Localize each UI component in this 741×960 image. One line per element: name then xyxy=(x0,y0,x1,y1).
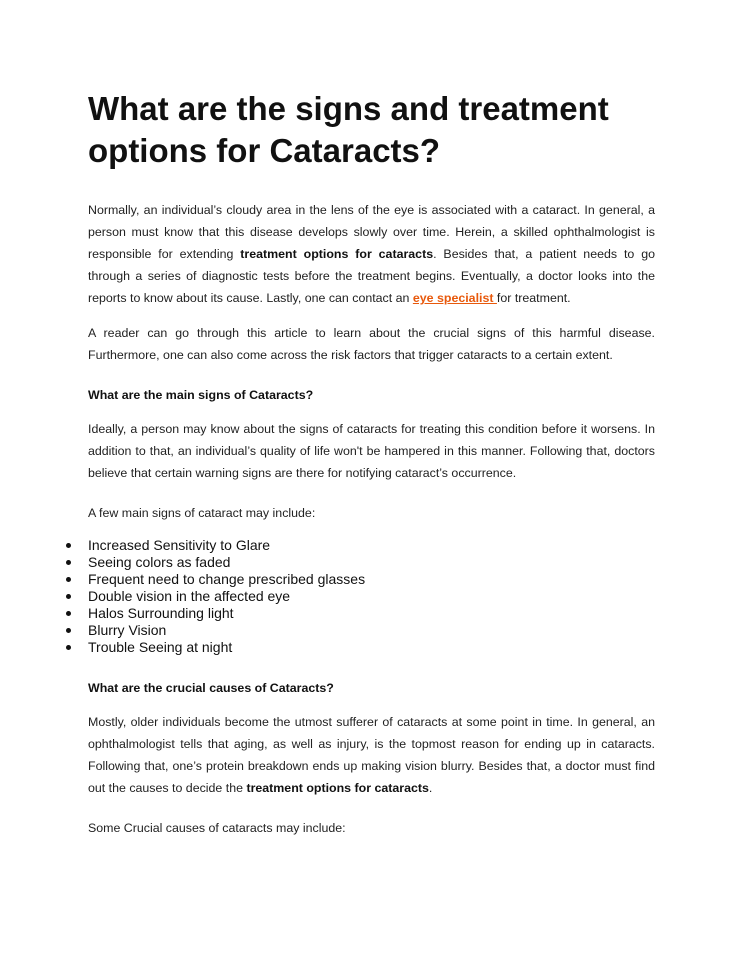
bullet-icon xyxy=(66,577,71,582)
causes-bold-treatment-options: treatment options for cataracts xyxy=(246,781,429,795)
list-item xyxy=(88,537,365,554)
bullet-icon xyxy=(66,594,71,599)
list-item xyxy=(88,571,365,588)
bullet-icon xyxy=(66,611,71,616)
reader-paragraph: A reader can go through this article to learn about the crucial signs of this harmful disease. Furthermore, one can also come across the risk factors that trigger cataracts to a certain extent. xyxy=(88,326,655,362)
signs-list-intro: A few main signs of cataract may include: xyxy=(88,506,316,520)
list-item-text: Trouble Seeing at night xyxy=(88,639,233,655)
signs-heading: What are the main signs of Cataracts? xyxy=(88,388,314,402)
intro-bold-treatment-options: treatment options for cataracts xyxy=(240,247,434,261)
intro-text-1: Normally, an individual’s cloudy area in the lens of the eye is associated with a cataract. In general, a person must know that this disease develops slowly over time. Herein, a skilled ophthalmologist is responsible for extending xyxy=(88,203,655,261)
intro-text-2: . Besides that, a patient needs to go through a series of diagnostic tests before the treatment begins. Eventually, a doctor looks into the reports to know about its cause. Lastly, one can contact an xyxy=(88,247,655,305)
bullet-icon xyxy=(66,645,71,650)
list-item-text: Double vision in the affected eye xyxy=(88,588,291,604)
bullet-icon xyxy=(66,628,71,633)
bullet-icon xyxy=(66,543,71,548)
eye-specialist-link[interactable]: eye specialist xyxy=(412,291,497,305)
list-item-text: Increased Sensitivity to Glare xyxy=(88,537,271,553)
causes-list-intro: Some Crucial causes of cataracts may include: xyxy=(88,821,346,835)
signs-paragraph: Ideally, a person may know about the signs of cataracts for treating this condition before it worsens. In addition to that, an individual’s quality of life won't be hampered in this manner. Following that, doctors believe that certain warning signs are there for notifying cataract’s occurrence. xyxy=(88,422,655,480)
signs-list xyxy=(88,537,365,656)
list-item-text: Seeing colors as faded xyxy=(88,554,231,570)
page-title: What are the signs and treatment options for Cataracts? xyxy=(88,90,609,169)
list-item xyxy=(88,605,365,622)
list-item-text: Blurry Vision xyxy=(88,622,167,638)
list-item xyxy=(88,639,365,656)
list-item xyxy=(88,554,365,571)
list-item-text: Frequent need to change prescribed glasses xyxy=(88,571,366,587)
bullet-icon xyxy=(66,560,71,565)
intro-text-3: for treatment. xyxy=(496,291,571,305)
intro-paragraph xyxy=(88,199,655,309)
causes-heading: What are the crucial causes of Cataracts? xyxy=(88,681,334,695)
causes-paragraph xyxy=(88,711,655,799)
list-item xyxy=(88,588,365,605)
list-item xyxy=(88,622,365,639)
causes-text-1: Mostly, older individuals become the utmost sufferer of cataracts at some point in time. In general, an ophthalmologist tells that aging, as well as injury, is the topmost reason for ending up in cataracts. Following that, one’s protein breakdown ends up making vision blurry. Besides that, a doctor must find out the causes to decide the xyxy=(88,715,655,795)
list-item-text: Halos Surrounding light xyxy=(88,605,234,621)
causes-text-2: . xyxy=(428,781,433,795)
